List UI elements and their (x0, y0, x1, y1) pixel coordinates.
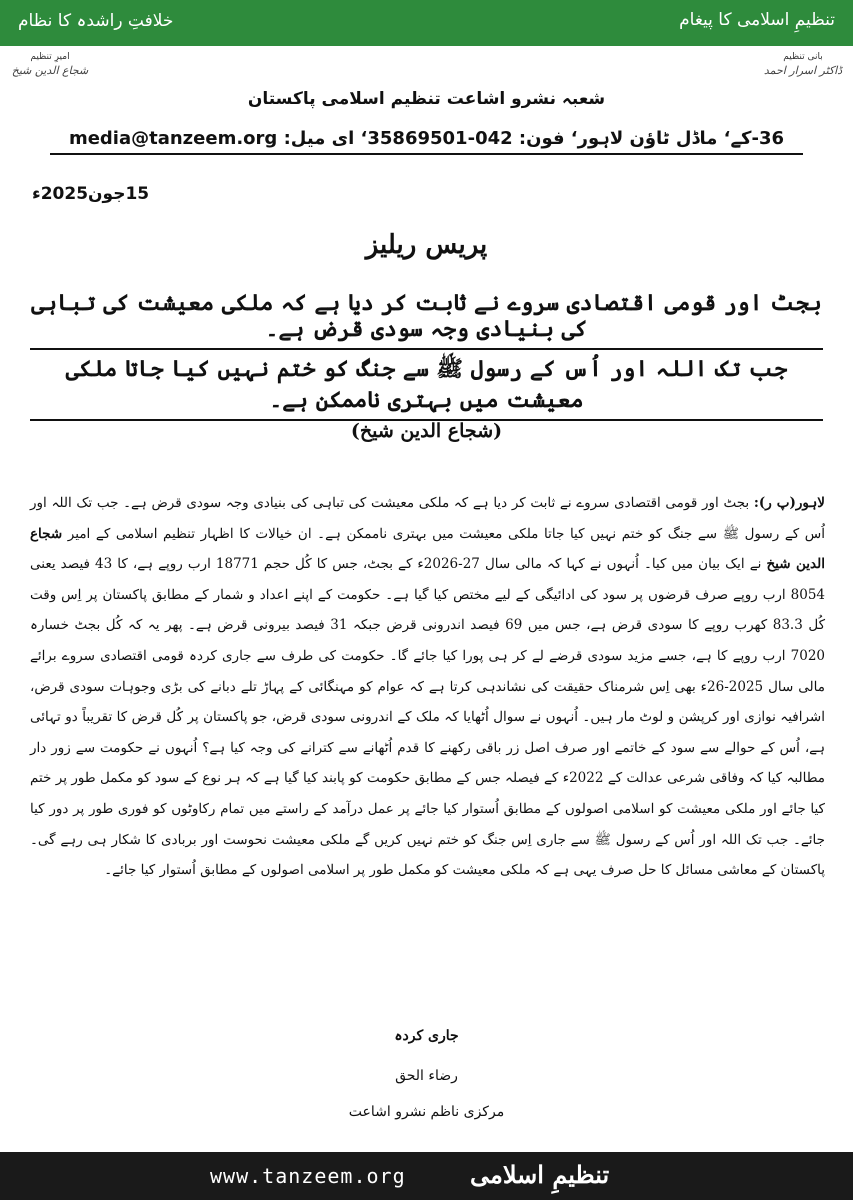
signature-left (10, 52, 90, 78)
signature-left-caption: امیرِ تنظیم (30, 52, 70, 62)
footer-logo: تنظیمِ اسلامی (470, 1160, 610, 1189)
banner-left-text: خلافتِ راشدہ کا نظام (18, 11, 174, 31)
headline-1: بجٹ اور قومی اقتصادی سروے نے ثابت کر دیا ہے کہ ملکی معیشت کی تباہی کی بنیادی وجہ سودی قرض ہے۔ (30, 290, 823, 350)
body-part-1: بجٹ اور قومی اقتصادی سروے نے ثابت کر دیا ہے کہ ملکی معیشت کی تباہی کی بنیادی وجہ سودی قرض ہے۔ جب تک اللہ اور اُس کے رسول ﷺ سے جنگ کو ختم نہیں کیا جاتا ملکی معیشت میں بہتری ناممکن ہے۔ ان خیالات کا اظہار تنظیم اسلامی کے امیر (30, 495, 825, 542)
footer-bar (0, 1152, 853, 1200)
top-banner (0, 0, 853, 46)
body-emphasis-name: شجاع الدین شیخ (30, 525, 825, 573)
footer-url: www.tanzeem.org (210, 1164, 406, 1188)
author-name: (شجاع الدین شیخ) (350, 420, 503, 442)
signature-right-name: ڈاکٹر اسرار احمد (763, 63, 843, 77)
headline-2: جب تک اللہ اور اُس کے رسول ﷺ سے جنگ کو ختم نہیں کیا جاتا ملکی معیشت میں بہتری ناممکن ہے۔ (30, 355, 823, 421)
signature-right (763, 52, 843, 78)
organization-name: شعبہ نشرو اشاعت تنظیم اسلامی پاکستان (247, 89, 606, 109)
signature-left-name: شجاع الدین شیخ (11, 63, 89, 77)
dateline: لاہور(پ ر): (753, 495, 825, 511)
contact-address: 36-کے‘ ماڈل ٹاؤن لاہور‘ فون: 042-35869501‘ ای میل: media@tanzeem.org (50, 128, 803, 155)
press-release-title: پریس ریلیز (365, 230, 488, 260)
signatory-title: مرکزی ناظم نشرو اشاعت (348, 1104, 505, 1120)
signatory-name: رضاء الحق (395, 1068, 458, 1084)
body-part-2: نے ایک بیان میں کیا۔ اُنہوں نے کہا کہ مالی سال 27-2026ء کے بجٹ، جس کا کُل حجم 18771 ارب روپے ہے، کا 43 فیصد یعنی 8054 ارب روپے صرف قرضوں پر سود کی ادائیگی کے لیے مختص کیا گیا ہے۔ حکومت کے اپنے اعداد و شمار کے مطابق پاکستان پر اِس وقت کُل 83.3 کھرب روپے کا سودی قرض ہے، جس میں 69 فیصد اندرونی قرض جبکہ 31 فیصد بیرونی قرض ہے۔ پھر یہ کہ کُل بجٹ خسارہ 7020 ارب روپے کا ہے، جسے مزید سودی قرضے لے کر ہی پورا کیا جائے گا۔ حکومت کی طرف سے جاری کردہ قومی اقتصادی سروے برائے مالی سال 2025-26ء بھی اِس شرمناک حقیقت کی نشاندہی کرتا ہے کہ عوام کو مہنگائی کے پہاڑ تلے دبانے کی بڑی وجوہات سودی قرض، اشرافیہ نوازی اور کرپشن و لوٹ مار ہیں۔ اُنہوں نے سوال اُٹھایا کہ ملک کے اندرونی سودی قرض، جو پاکستان پر کُل قرض کا تقریباً دو تہائی ہے، اُس کے حوالے سے سود کے خاتمے اور صرف اصل زر باقی رکھنے کا قدم اُٹھانے سے کترانے کی وجہ کیا ہے؟ اُنہوں نے حکومت سے زور دار مطالبہ کیا کہ وفاقی شرعی عدالت کے 2022ء کے فیصلہ جس کے مطابق حکومت کو پابند کیا گیا ہے کہ ہر نوع کے سود کو مکمل طور پر ختم کیا جائے اور ملکی معیشت کو اسلامی اصولوں کے مطابق اُستوار کیا جائے پر عمل درآمد کے راستے میں تمام رکاوٹوں کو فوری طور پر دور کیا جائے۔ جب تک اللہ اور اُس کے رسول ﷺ سے جاری اِس جنگ کو ختم نہیں کریں گے ملکی معیشت نحوست اور بربادی کا شکار ہی رہے گی۔ پاکستان کے معاشی مسائل کا حل صرف یہی ہے کہ ملکی معیشت کو مکمل طور پر اسلامی اصولوں کے مطابق اُستوار کیا جائے۔ (30, 556, 826, 879)
release-date: 15جون2025ء (32, 184, 150, 204)
body-text (30, 488, 825, 886)
banner-right-text: تنظیمِ اسلامی کا پیغام (679, 10, 835, 30)
issued-by-label: جاری کردہ (394, 1028, 459, 1044)
signature-right-caption: بانی تنظیم (783, 52, 823, 62)
